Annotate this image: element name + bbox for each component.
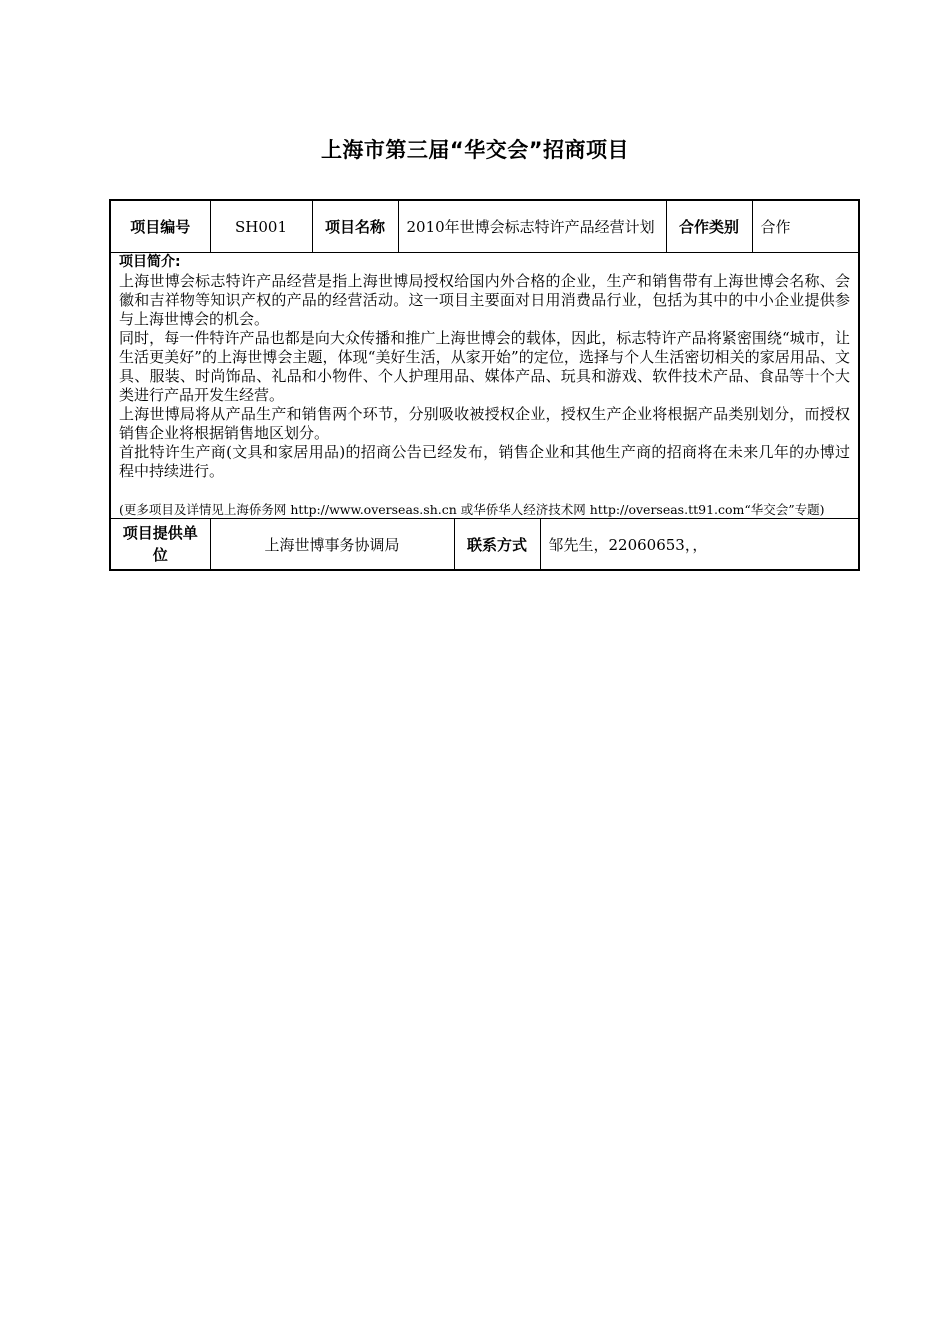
project-code-label: 项目编号 bbox=[110, 200, 210, 253]
page-title: 上海市第三届“华交会”招商项目 bbox=[320, 138, 630, 162]
provider-contact-row bbox=[110, 519, 859, 571]
intro-label: 项目简介: bbox=[119, 254, 181, 270]
cooperation-type-value: 合作 bbox=[752, 200, 859, 253]
project-intro-row bbox=[110, 253, 859, 519]
provider-label: 项目提供单位 bbox=[110, 519, 210, 571]
project-info-row bbox=[110, 200, 859, 253]
intro-paragraph: 上海世博会标志特许产品经营是指上海世博局授权给国内外合格的企业，生产和销售带有上海世博会名称、会徽和吉祥物等知识产权的产品的经营活动。这一项目主要面对日用消费品行业，包括为其中的中小企业提供参与上海世博会的机会。 bbox=[119, 272, 851, 328]
project-intro-cell bbox=[110, 253, 859, 519]
project-name-value: 2010年世博会标志特许产品经营计划 bbox=[398, 200, 666, 253]
project-code-value: SH001 bbox=[210, 200, 312, 253]
cooperation-type-label: 合作类别 bbox=[666, 200, 752, 253]
contact-value: 邹先生，22060653，， bbox=[540, 519, 859, 571]
intro-paragraph: 同时，每一件特许产品也都是向大众传播和推广上海世博会的载体，因此，标志特许产品将紧密围绕“城市，让生活更美好”的上海世博会主题，体现“美好生活，从家开始”的定位，选择与个人生活密切相关的家居用品、文具、服装、时尚饰品、礼品和小物件、个人护理用品、媒体产品、玩具和游戏、软件技术产品、食品等十个大类进行产品开发生经营。 bbox=[119, 329, 851, 404]
intro-paragraph: 首批特许生产商(文具和家居用品)的招商公告已经发布，销售企业和其他生产商的招商将在未来几年的办博过程中持续进行。 bbox=[119, 443, 851, 480]
project-table bbox=[109, 199, 860, 571]
project-name-label: 项目名称 bbox=[312, 200, 398, 253]
intro-reference-note: (更多项目及详情见上海侨务网 http://www.overseas.sh.cn 或华侨华人经济技术网 http://overseas.tt91.com“华交会”专题) bbox=[119, 502, 825, 517]
provider-value: 上海世博事务协调局 bbox=[210, 519, 454, 571]
intro-paragraph: 上海世博局将从产品生产和销售两个环节，分别吸收被授权企业，授权生产企业将根据产品类别划分，而授权销售企业将根据销售地区划分。 bbox=[119, 405, 851, 442]
contact-label: 联系方式 bbox=[454, 519, 540, 571]
